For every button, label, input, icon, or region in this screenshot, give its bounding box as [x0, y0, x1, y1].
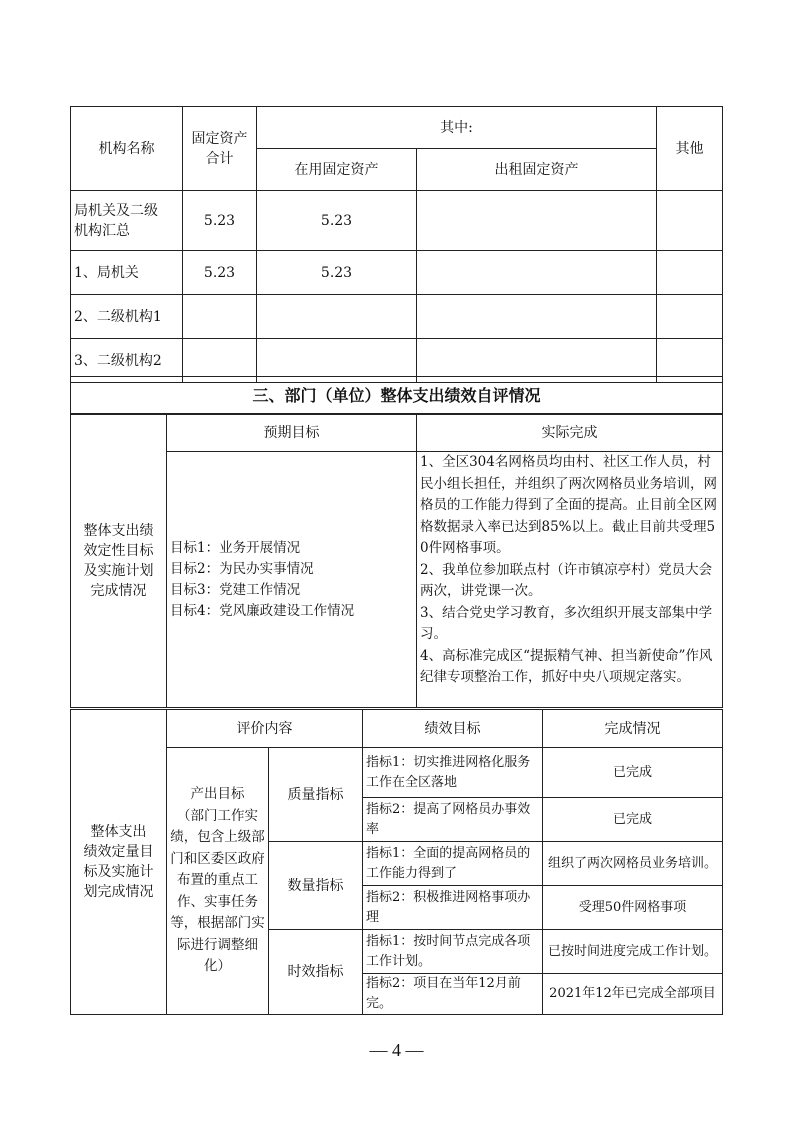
row-in-use: 5.23 [257, 251, 417, 295]
row-rented [417, 251, 657, 295]
row-other [657, 251, 723, 295]
row-in-use [257, 295, 417, 339]
section-title-table [70, 376, 723, 415]
quantity-target-2: 指标2：积极推进网格事项办理 [363, 886, 543, 930]
expected-header: 预期目标 [167, 414, 417, 452]
quantity-status-1: 组织了两次网格员业务培训。 [543, 842, 723, 886]
header-rented-out: 出租固定资产 [417, 149, 657, 191]
row-rented [417, 191, 657, 251]
quality-target-1: 指标1：切实推进网格化服务工作在全区落地 [363, 748, 543, 798]
quantity-status-2: 受理50件网格事项 [543, 886, 723, 930]
timeliness-status-1: 已按时间进度完成工作计划。 [543, 930, 723, 974]
timeliness-status-2: 2021年12年已完成全部项目 [543, 974, 723, 1015]
row-name: 3、二级机构2 [71, 339, 183, 383]
fixed-assets-table [70, 106, 723, 383]
page-number: — 4 — [369, 1040, 424, 1060]
quality-indicator: 质量指标 [269, 748, 363, 842]
header-org-name: 机构名称 [71, 107, 183, 191]
output-target: 产出目标 （部门工作实绩，包含上级部门和区委区政府布置的重点工作、实事任务等，根据部门实际进行调整细化） [167, 748, 269, 1015]
header-fixed-total: 固定资产 合计 [183, 107, 257, 191]
header-other: 其他 [657, 107, 723, 191]
row-total: 5.23 [183, 251, 257, 295]
row-name: 局机关及二级 机构汇总 [71, 191, 183, 251]
status-header: 完成情况 [543, 710, 723, 748]
quality-target-2: 指标2：提高了网格员办事效率 [363, 798, 543, 842]
row-total: 5.23 [183, 191, 257, 251]
row-other [657, 295, 723, 339]
quantity-target-1: 指标1：全面的提高网格员的工作能力得到了 [363, 842, 543, 886]
row-rented [417, 295, 657, 339]
section-title: 三、部门（单位）整体支出绩效自评情况 [71, 377, 723, 415]
timeliness-target-2: 指标2：项目在当年12月前完。 [363, 974, 543, 1015]
table-row [71, 191, 723, 251]
quality-status-1: 已完成 [543, 748, 723, 798]
row-name: 2、二级机构1 [71, 295, 183, 339]
quantitative-table [70, 709, 723, 1015]
table-row [71, 251, 723, 295]
quality-status-2: 已完成 [543, 798, 723, 842]
target-header: 绩效目标 [363, 710, 543, 748]
actual-header: 实际完成 [417, 414, 723, 452]
qualitative-table [70, 413, 723, 708]
content-header: 评价内容 [167, 710, 363, 748]
header-of-which: 其中: [257, 107, 657, 149]
row-total [183, 295, 257, 339]
quantity-indicator: 数量指标 [269, 842, 363, 930]
row-other [657, 191, 723, 251]
timeliness-target-1: 指标1：按时间节点完成各项工作计划。 [363, 930, 543, 974]
header-in-use: 在用固定资产 [257, 149, 417, 191]
expected-targets: 目标1：业务开展情况 目标2：为民办实事情况 目标3：党建工作情况 目标4：党风廉政建设工作情况 [167, 452, 417, 708]
quantitative-row-label: 整体支出 绩效定量目 标及实施计 划完成情况 [71, 710, 167, 1015]
actual-completion: 1、全区304名网格员均由村、社区工作人员，村民小组长担任，并组织了两次网格员业务培训，网格员的工作能力得到了全面的提高。止目前全区网格数据录入率已达到85%以上。截止目前共受理50件网格事项。 2、我单位参加联点村（许市镇凉亭村）党员大会两次，讲党课一次。 3、结合党史学习教育，多次组织开展支部集中学习。 4、高标准完成区“提振精气神、担当新使命”作风纪律专项整治工作，抓好中央八项规定落实。 [417, 452, 723, 708]
row-in-use: 5.23 [257, 191, 417, 251]
qualitative-row-label: 整体支出绩 效定性目标 及实施计划 完成情况 [71, 414, 167, 708]
timeliness-indicator: 时效指标 [269, 930, 363, 1015]
row-name: 1、局机关 [71, 251, 183, 295]
table-row [71, 295, 723, 339]
